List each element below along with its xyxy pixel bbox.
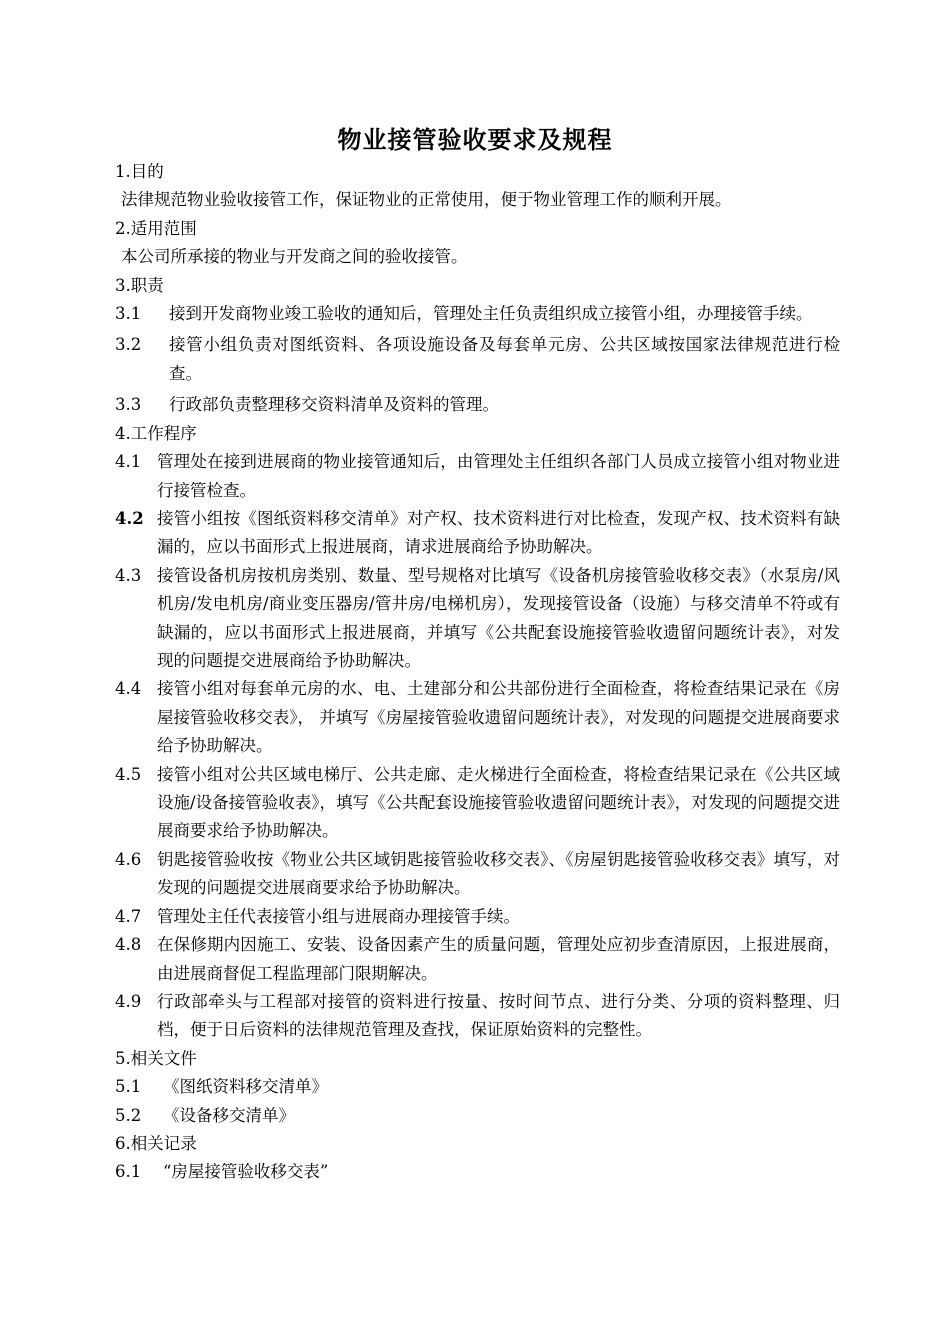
item-text: 接管小组按《图纸资料移交清单》对产权、技术资料进行对比检查，发现产权、技术资料有缺漏的，应以书面形式上报进展商，请求进展商给予协助解决。 (157, 508, 840, 557)
section-heading-related-records: 6.相关记录 (115, 1134, 197, 1153)
item-text: 接管小组对公共区域电梯厅、公共走廊、走火梯进行全面检查，将检查结果记录在《公共区域设施/设备接管验收表》，填写《公共配套设施接管验收遗留问题统计表》，对发现的问题提交进展商要求给予协助解决。 (157, 764, 840, 841)
item-text: 行政部负责整理移交资料清单及资料的管理。 (169, 395, 499, 415)
item-number: 4.2 (115, 508, 144, 528)
section-heading-purpose: 1.目的 (115, 162, 164, 181)
item-number: 6.1 (115, 1162, 142, 1182)
item-number: 5.1 (115, 1077, 142, 1097)
section-body-scope: 本公司所承接的物业与开发商之间的验收接管。 (121, 247, 468, 267)
item-number: 3.3 (115, 395, 142, 415)
list-item (115, 931, 840, 988)
list-item (115, 1102, 840, 1130)
list-item (115, 331, 840, 388)
item-number: 3.2 (115, 335, 142, 355)
item-number: 4.9 (115, 991, 142, 1011)
item-number: 5.2 (115, 1105, 142, 1125)
item-number: 4.3 (115, 565, 142, 585)
document-body (115, 158, 840, 1187)
item-text: “房屋接管验收移交表” (163, 1162, 329, 1182)
item-number: 3.1 (115, 304, 142, 324)
item-text: 钥匙接管验收按《物业公共区域钥匙接管验收移交表》、《房屋钥匙接管验收移交表》填写，对发现的问题提交进展商要求给予协助解决。 (157, 849, 840, 898)
item-number: 4.1 (115, 452, 142, 472)
item-text: 接管小组负责对图纸资料、各项设施设备及每套单元房、公共区域按国家法律规范进行检查。 (169, 335, 840, 383)
section-heading-procedure: 4.工作程序 (115, 423, 197, 443)
list-item (115, 391, 840, 419)
item-number: 4.4 (115, 679, 142, 699)
item-number: 4.7 (115, 906, 142, 926)
item-text: 《设备移交清单》 (163, 1105, 295, 1125)
section-heading-responsibilities: 3.职责 (115, 275, 164, 295)
list-item (115, 675, 840, 760)
item-text: 接到开发商物业竣工验收的通知后，管理处主任负责组织成立接管小组，办理接管手续。 (169, 304, 813, 324)
section-body-purpose: 法律规范物业验收接管工作，保证物业的正常使用，便于物业管理工作的顺利开展。 (121, 190, 732, 210)
list-item (115, 988, 840, 1045)
list-item (115, 1073, 840, 1101)
item-text: 行政部牵头与工程部对接管的资料进行按量、按时间节点、进行分类、分项的资料整理、归档，便于日后资料的法律规范管理及查找，保证原始资料的完整性。 (157, 991, 840, 1040)
item-number: 4.5 (115, 764, 142, 784)
item-text: 管理处在接到进展商的物业接管通知后，由管理处主任组织各部门人员成立接管小组对物业进行接管检查。 (157, 452, 840, 500)
item-text: 接管小组对每套单元房的水、电、土建部分和公共部份进行全面检查，将检查结果记录在《房屋接管验收移交表》， 并填写《房屋接管验收遗留问题统计表》，对发现的问题提交进展商要求给予协助解决。 (157, 679, 840, 756)
list-item (115, 761, 840, 846)
list-item (115, 1158, 840, 1186)
item-text: 《图纸资料移交清单》 (163, 1077, 328, 1097)
list-item (115, 448, 840, 505)
list-item (115, 846, 840, 903)
section-heading-related-documents: 5.相关文件 (115, 1048, 197, 1068)
item-number: 4.8 (115, 935, 142, 955)
item-number: 4.6 (115, 849, 142, 869)
list-item (115, 562, 840, 676)
item-text: 在保修期内因施工、安装、设备因素产生的质量问题，管理处应初步查清原因，上报进展商，由进展商督促工程监理部门限期解决。 (157, 935, 840, 983)
item-text: 接管设备机房按机房类别、数量、型号规格对比填写《设备机房接管验收移交表》（水泵房/风机房/发电机房/商业变压器房/管井房/电梯机房），发现接管设备（设施）与移交清单不符或有缺漏的，应以书面形式上报进展商，并填写《公共配套设施接管验收遗留问题统计表》，对发现的问题提交进展商给予协助解决。 (157, 565, 840, 670)
list-item (115, 505, 840, 562)
list-item (115, 300, 840, 328)
item-text: 管理处主任代表接管小组与进展商办理接管手续。 (157, 906, 520, 926)
document-title: 物业接管验收要求及规程 (337, 125, 613, 154)
section-heading-scope: 2.适用范围 (115, 218, 197, 238)
list-item (115, 903, 840, 931)
